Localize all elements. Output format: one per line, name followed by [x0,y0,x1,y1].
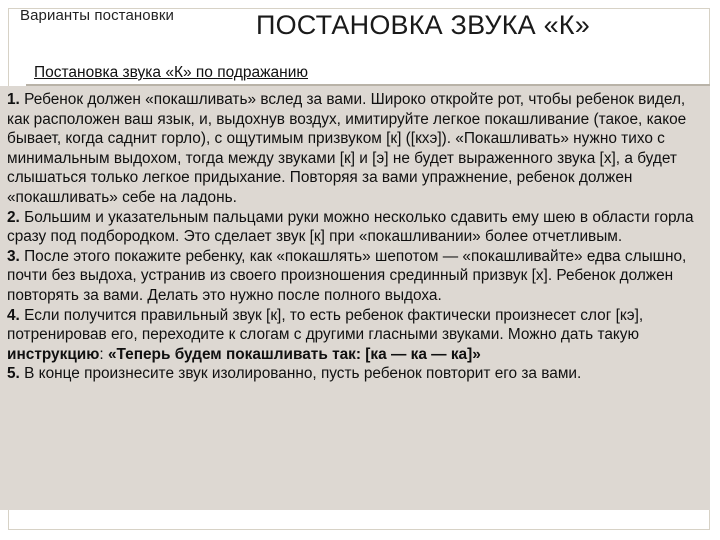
paragraph-number: 2. [7,208,20,226]
paragraph-2 [7,208,707,247]
paragraph-number: 4. [7,306,20,324]
subtitle: Постановка звука «К» по подражанию [34,64,309,81]
paragraph-text: В конце произнесите звук изолированно, пусть ребенок повторит его за вами. [19,365,582,383]
paragraph-number: 3. [7,247,20,265]
subtitle-container [26,64,710,84]
paragraph-text: Ребенок должен «покашливать» вслед за вами. Широко откройте рот, чтобы ребенок видел, как расположен ваш язык, и, выдохнув воздух, имитируйте легкое покашливание (такое, какое бывает, когда саднит горло), с ощутимым призвуком [к] ([кхэ]). «Покашливать» нужно тихо с минимальным выдохом, тогда между звуками [к] и [э] не будет выраженного звука [х], а будет слышаться только легкое придыхание. Повторяя за вами упражнение, ребенок должен «покашливать» себе на ладонь. [7,91,687,206]
paragraph-text: После этого покажите ребенку, как «покашлять» шепотом — «покашливайте» едва слышно, почти без выдоха, устранив из своего произношения срединный призвук [х]. Ребенок должен повторять за вами. Делать это нужно после полного выдоха. [7,247,687,304]
content-text [7,90,707,384]
paragraph-text: Большим и указательным пальцами руки можно несколько сдавить ему шею в области горла сразу под подбородком. Это сделает звук [к] при «покашливании» более отчетливым. [7,208,694,246]
paragraph-text-sep: : [99,345,108,363]
emphasis-instruction: инструкцию [7,345,100,363]
paragraph-number: 5. [7,365,20,383]
paragraph-number: 1. [7,91,20,108]
paragraph-1 [7,90,707,208]
paragraph-3 [7,247,707,306]
paragraph-4 [7,306,707,365]
paragraph-text: Если получится правильный звук [к], то есть ребенок фактически произнесет слог [кэ], потренировав его, переходите к слогам с другими гласными звуками. Можно дать такую [7,306,644,344]
section-label: Варианты постановки [20,7,174,24]
slide-title: ПОСТАНОВКА ЗВУКА «К» [256,10,590,40]
emphasis-quote: «Теперь будем покашливать так: [ка — ка — ка]» [107,345,481,363]
paragraph-5 [7,364,707,384]
